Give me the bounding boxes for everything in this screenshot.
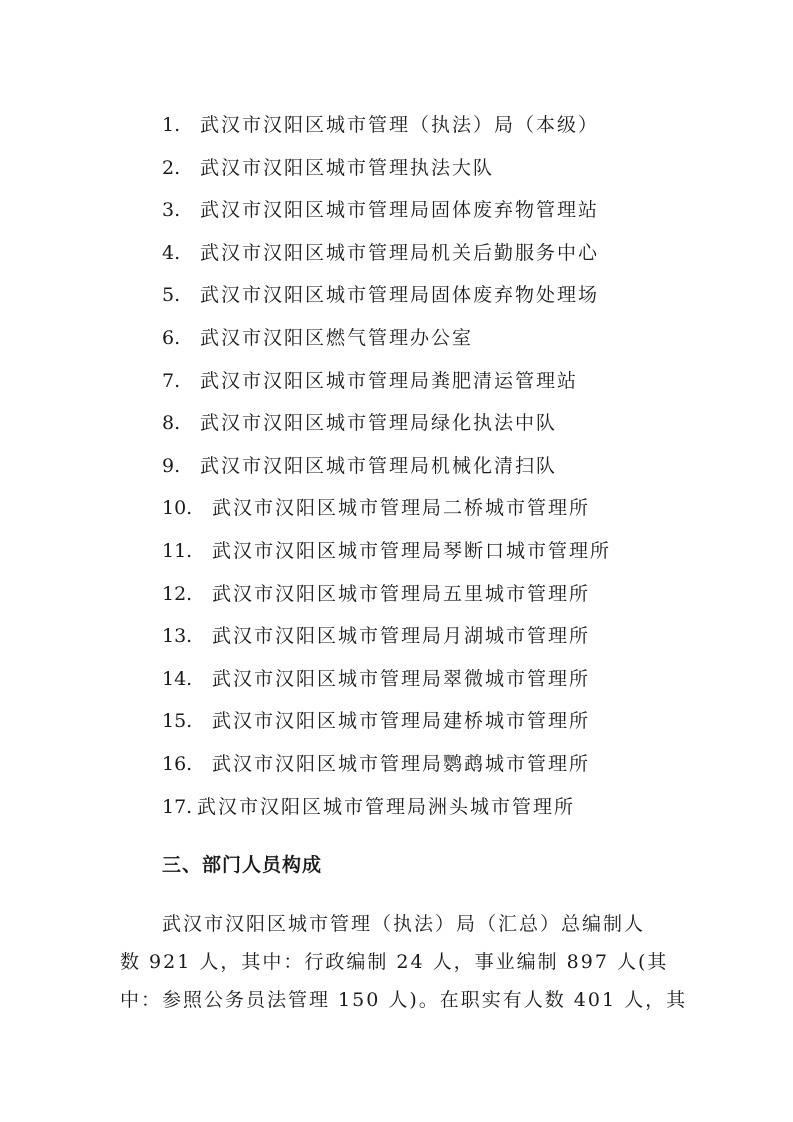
paragraph-line: 中：参照公务员法管理 150 人)。在职实有人数 401 人，其 bbox=[120, 989, 688, 1011]
item-name: 武汉市汉阳区城市管理局鹦鹉城市管理所 bbox=[212, 752, 591, 775]
item-name: 武汉市汉阳区城市管理局翠微城市管理所 bbox=[212, 667, 591, 690]
item-number: 15. bbox=[162, 710, 193, 733]
list-item bbox=[162, 536, 611, 579]
item-number: 12. bbox=[162, 582, 193, 605]
item-number: 2. bbox=[162, 156, 181, 179]
item-name: 武汉市汉阳区城市管理局粪肥清运管理站 bbox=[200, 369, 579, 392]
item-number: 13. bbox=[162, 625, 193, 648]
list-item bbox=[162, 195, 611, 238]
list-item bbox=[162, 792, 611, 835]
list-item bbox=[162, 664, 611, 707]
item-name: 武汉市汉阳区城市管理局五里城市管理所 bbox=[212, 582, 591, 605]
paragraph-line: 数 921 人，其中：行政编制 24 人，事业编制 897 人(其 bbox=[120, 951, 669, 973]
list-item bbox=[162, 706, 611, 749]
unit-list bbox=[162, 110, 611, 834]
item-name: 武汉市汉阳区城市管理局机关后勤服务中心 bbox=[200, 241, 600, 264]
item-number: 14. bbox=[162, 667, 193, 690]
item-name: 武汉市汉阳区城市管理执法大队 bbox=[200, 156, 495, 179]
item-number: 3. bbox=[162, 199, 181, 222]
item-name: 武汉市汉阳区城市管理局建桥城市管理所 bbox=[212, 710, 591, 733]
item-number: 10. bbox=[162, 497, 193, 520]
item-name: 武汉市汉阳区燃气管理办公室 bbox=[200, 326, 474, 349]
section-heading: 三、部门人员构成 bbox=[162, 854, 323, 876]
item-name: 武汉市汉阳区城市管理局二桥城市管理所 bbox=[212, 497, 591, 520]
item-number: 17. bbox=[162, 795, 193, 818]
item-name: 武汉市汉阳区城市管理局固体废弃物处理场 bbox=[200, 284, 600, 307]
item-number: 5. bbox=[162, 284, 181, 307]
list-item bbox=[162, 153, 611, 196]
item-number: 8. bbox=[162, 412, 181, 435]
list-item bbox=[162, 366, 611, 409]
item-number: 6. bbox=[162, 326, 181, 349]
list-item bbox=[162, 579, 611, 622]
list-item bbox=[162, 408, 611, 451]
list-item bbox=[162, 280, 611, 323]
item-number: 11. bbox=[162, 539, 193, 562]
list-item bbox=[162, 493, 611, 536]
staff-paragraph bbox=[120, 905, 688, 1019]
item-name: 武汉市汉阳区城市管理局机械化清扫队 bbox=[200, 454, 558, 477]
list-item bbox=[162, 238, 611, 281]
item-number: 7. bbox=[162, 369, 181, 392]
list-item bbox=[162, 110, 611, 153]
item-name: 武汉市汉阳区城市管理（执法）局（本级） bbox=[200, 114, 600, 136]
list-item bbox=[162, 323, 611, 366]
item-name: 武汉市汉阳区城市管理局固体废弃物管理站 bbox=[200, 199, 600, 222]
item-number: 16. bbox=[162, 752, 193, 775]
item-name: 武汉市汉阳区城市管理局绿化执法中队 bbox=[200, 412, 558, 435]
item-name: 武汉市汉阳区城市管理局洲头城市管理所 bbox=[197, 795, 576, 818]
list-item bbox=[162, 749, 611, 792]
item-number: 4. bbox=[162, 241, 181, 264]
item-number: 1. bbox=[162, 114, 181, 136]
item-name: 武汉市汉阳区城市管理局月湖城市管理所 bbox=[212, 625, 591, 648]
list-item bbox=[162, 621, 611, 664]
item-number: 9. bbox=[162, 454, 181, 477]
paragraph-line: 武汉市汉阳区城市管理（执法）局（汇总）总编制人 bbox=[162, 913, 646, 935]
list-item bbox=[162, 451, 611, 494]
item-name: 武汉市汉阳区城市管理局琴断口城市管理所 bbox=[212, 539, 612, 562]
